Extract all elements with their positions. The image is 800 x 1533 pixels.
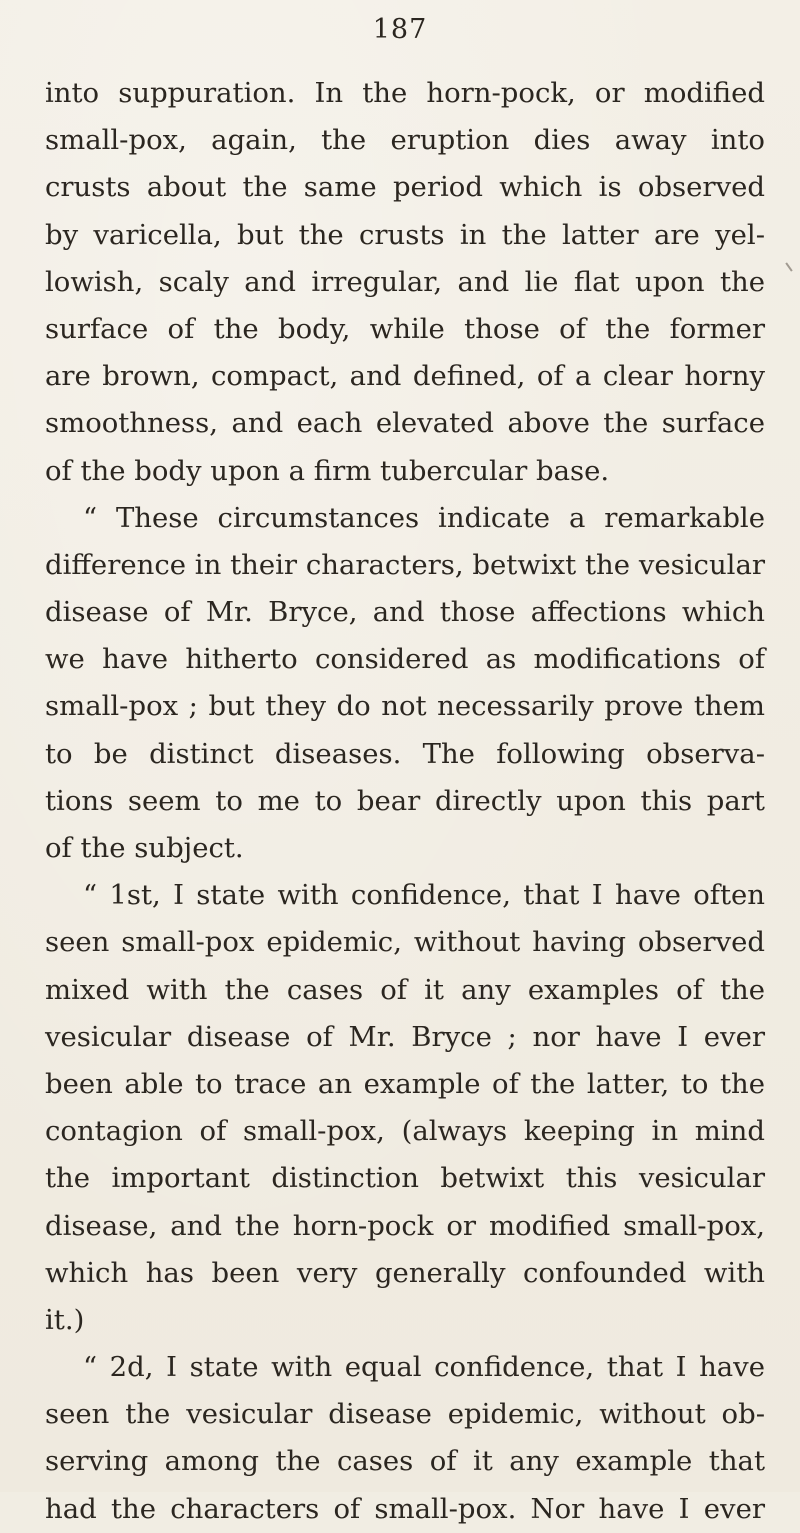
text-line: small-pox ; but they do not necessarily prove them	[45, 690, 765, 723]
text-line: had the characters of small-pox. Nor have I ever	[45, 1492, 765, 1525]
text-line: seen the vesicular disease epidemic, without ob-	[45, 1398, 765, 1431]
text-line: smoothness, and each elevated above the surface	[45, 407, 765, 440]
margin-mark	[785, 262, 792, 271]
paragraph-end-line: it.)	[45, 1303, 85, 1336]
text-line: the important distinction betwixt this vesicular	[45, 1162, 765, 1195]
text-line: small-pox, again, the eruption dies away into	[45, 124, 765, 157]
text-line: disease of Mr. Bryce, and those affections which	[45, 596, 765, 629]
text-line: contagion of small-pox, (always keeping in mind	[45, 1115, 765, 1148]
text-line: vesicular disease of Mr. Bryce ; nor have I ever	[45, 1020, 765, 1053]
text-line: by varicella, but the crusts in the latter are yel-	[45, 218, 765, 251]
text-line: which has been very generally confounded with	[45, 1256, 765, 1289]
text-line: disease, and the horn-pock or modified small-pox,	[45, 1209, 765, 1242]
text-line: we have hitherto considered as modifications of	[45, 643, 765, 676]
text-line: into suppuration. In the horn-pock, or modified	[45, 77, 765, 109]
page-number: 187	[372, 14, 428, 45]
body-text	[45, 70, 765, 1533]
text-line: surface of the body, while those of the former	[45, 312, 765, 345]
paragraph-end-line: of the body upon a firm tubercular base.	[45, 454, 610, 487]
text-line: lowish, scaly and irregular, and lie flat upon the	[45, 265, 765, 298]
text-line: to be distinct diseases. The following observa-	[45, 737, 765, 770]
text-line: difference in their characters, betwixt the vesicular	[45, 548, 765, 581]
text-line: been able to trace an example of the latter, to the	[45, 1067, 765, 1100]
paragraph-end-line: of the subject.	[45, 832, 244, 864]
paragraph-start-line: “ 2d, I state with equal confidence, that I have	[83, 1351, 765, 1384]
text-line: serving among the cases of it any example that	[45, 1445, 765, 1478]
text-line: seen small-pox epidemic, without having observed	[45, 926, 765, 959]
text-line: are brown, compact, and defined, of a clear horny	[45, 360, 765, 393]
text-line: crusts about the same period which is observed	[45, 171, 765, 204]
paragraph-start-line: “ These circumstances indicate a remarkable	[83, 501, 765, 534]
text-line: mixed with the cases of it any examples of the	[45, 973, 765, 1006]
text-line: tions seem to me to bear directly upon this part	[45, 784, 765, 817]
paragraph-start-line: “ 1st, I state with confidence, that I have often	[83, 879, 765, 912]
